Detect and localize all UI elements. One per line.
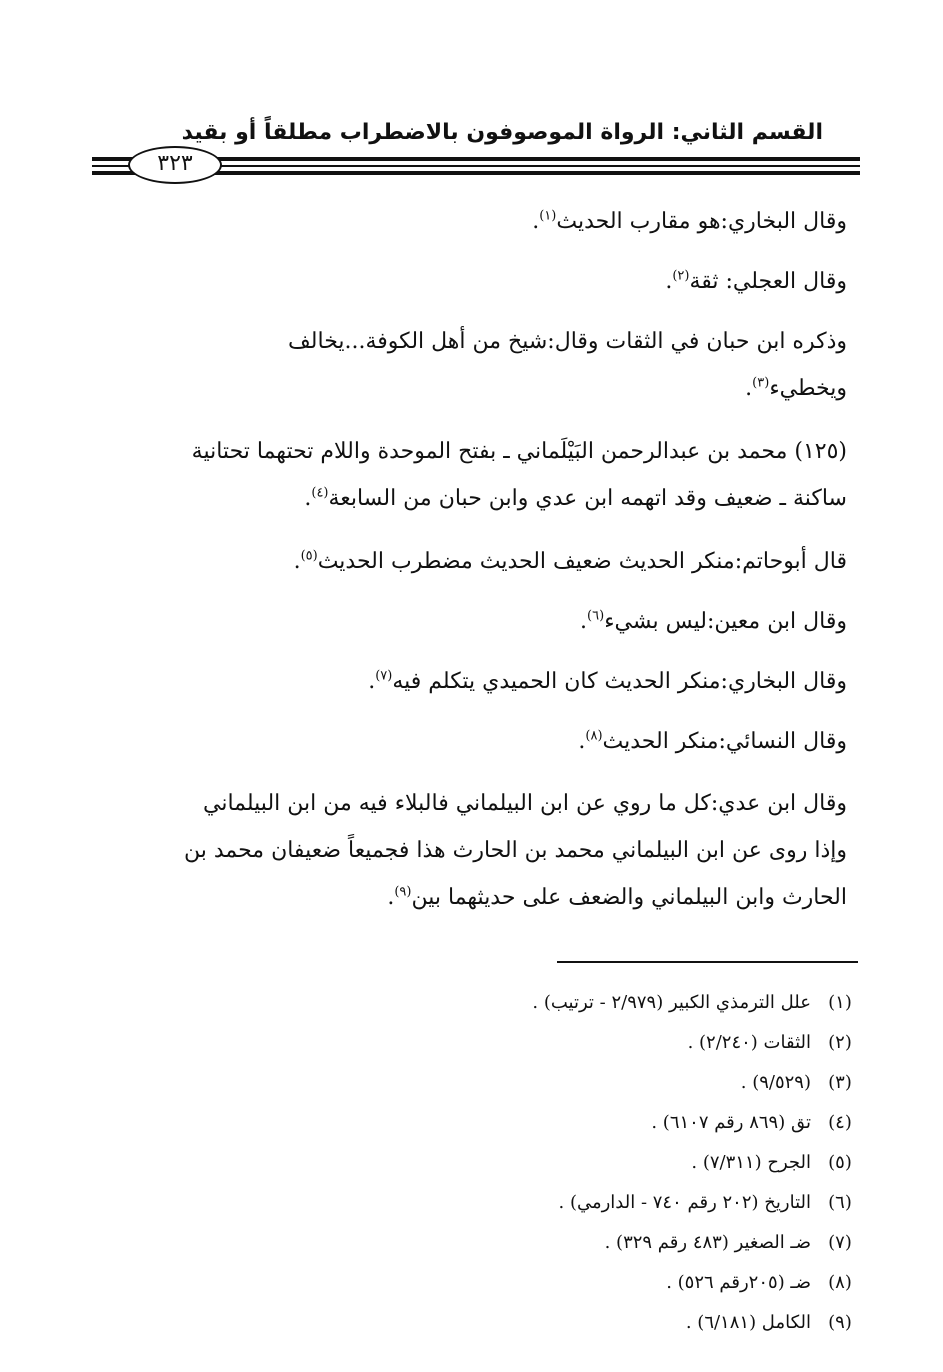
footnote-text: (٩/٥٢٩) . [740,1072,811,1093]
footnote-text: ضـ الصغير (٤٨٣ رقم ٣٢٩) . [604,1232,811,1253]
footnote-ref: (٤) [311,485,329,501]
footnote-item [159,1230,859,1270]
page-number-badge: ٣٢٣ [128,146,222,184]
footnote-ref: (٥) [300,548,318,564]
footnote-ref: (٧) [375,668,393,684]
paragraph-bukhari-1 [97,198,847,245]
text-line: الحارث وابن البيلماني والضعف على حديثهما بين$^{(٩)}$. [387,884,847,910]
text-line: وقال العجلي: ثقة$^{(٢)}$. [665,268,847,294]
paragraph-nasai [97,718,847,765]
footnote-number: (٨) [828,1272,852,1293]
footnotes-list [159,990,859,1350]
footnote-item [159,990,859,1030]
text-line: وقال ابن عدي:كل ما روي عن ابن البيلماني فالبلاء فيه من ابن البيلماني [203,791,847,816]
footnote-number: (٩) [828,1312,852,1333]
footnote-ref: (٦) [587,608,605,624]
footnote-text: التاريخ (٢٠٢ رقم ٧٤٠ - الدارمي) . [558,1192,811,1213]
footnote-number: (٥) [828,1152,852,1173]
footnote-item [159,1110,859,1150]
paragraph-entry-125 [97,428,847,522]
footnote-item [159,1310,859,1350]
footnote-item [159,1150,859,1190]
footnote-number: (١) [828,992,852,1013]
paragraph-ibn-adi [97,780,847,921]
footnote-number: (٧) [828,1232,852,1253]
text-line: ساكنة ـ ضعيف وقد اتهمه ابن عدي وابن حبان من السابعة$^{(٤)}$. [304,485,847,511]
text-line: (١٢٥) محمد بن عبدالرحمن البَيْلَماني ـ بفتح الموحدة واللام تحتهما تحتانية [191,439,847,464]
footnote-item [159,1270,859,1310]
footnote-number: (٢) [828,1032,852,1053]
text-line: وقال النسائي:منكر الحديث$^{(٨)}$. [578,728,847,754]
footnote-text: علل الترمذي الكبير (٢/٩٧٩ - ترتيب) . [532,992,811,1013]
footnote-text: الثقات (٢/٢٤٠) . [687,1032,811,1053]
text-line: قال أبوحاتم:منكر الحديث ضعيف الحديث مضطرب الحديث$^{(٥)}$. [293,548,847,574]
footnote-item [159,1030,859,1070]
footnote-number: (٣) [828,1072,852,1093]
paragraph-ibn-maeen [97,598,847,645]
footnote-ref: (٣) [752,375,770,391]
text-line: ويخطيء$^{(٣)}$. [745,375,847,401]
footnote-number: (٤) [828,1112,852,1133]
text-line: وقال البخاري:منكر الحديث كان الحميدي يتكلم فيه$^{(٧)}$. [368,668,847,694]
footnote-text: الجرح (٧/٣١١) . [691,1152,811,1173]
paragraph-ijli [97,258,847,305]
footnote-item [159,1070,859,1110]
footnote-ref: (٢) [672,268,690,284]
footnote-separator [557,961,858,963]
text-line: وقال ابن معين:ليس بشيء$^{(٦)}$. [580,608,847,634]
footnote-text: ضـ (٢٠٥رقم ٥٢٦) . [666,1272,811,1293]
footnote-ref: (١) [539,208,557,224]
paragraph-ibn-hibban [97,318,847,412]
running-header-title: القسم الثاني: الرواة الموصوفون بالاضطراب مطلقاً أو بقيد [181,120,823,145]
paragraph-bukhari-2 [97,658,847,705]
footnote-ref: (٨) [585,728,603,744]
text-line: وقال البخاري:هو مقارب الحديث$^{(١)}$. [532,208,847,234]
footnote-ref: (٩) [394,884,412,900]
footnote-number: (٦) [828,1192,852,1213]
paragraph-abu-hatim [97,538,847,585]
footnote-text: تق (٨٦٩ رقم ٦١٠٧) . [651,1112,811,1133]
footnote-item [159,1190,859,1230]
text-line: وإذا روى عن ابن البيلماني محمد بن الحارث هذا فجميعاً ضعيفان محمد بن [183,838,847,863]
footnote-text: الكامل (٦/١٨١) . [685,1312,811,1333]
text-line: وذكره ابن حبان في الثقات وقال:شيخ من أهل الكوفة...يخالف [288,329,847,354]
